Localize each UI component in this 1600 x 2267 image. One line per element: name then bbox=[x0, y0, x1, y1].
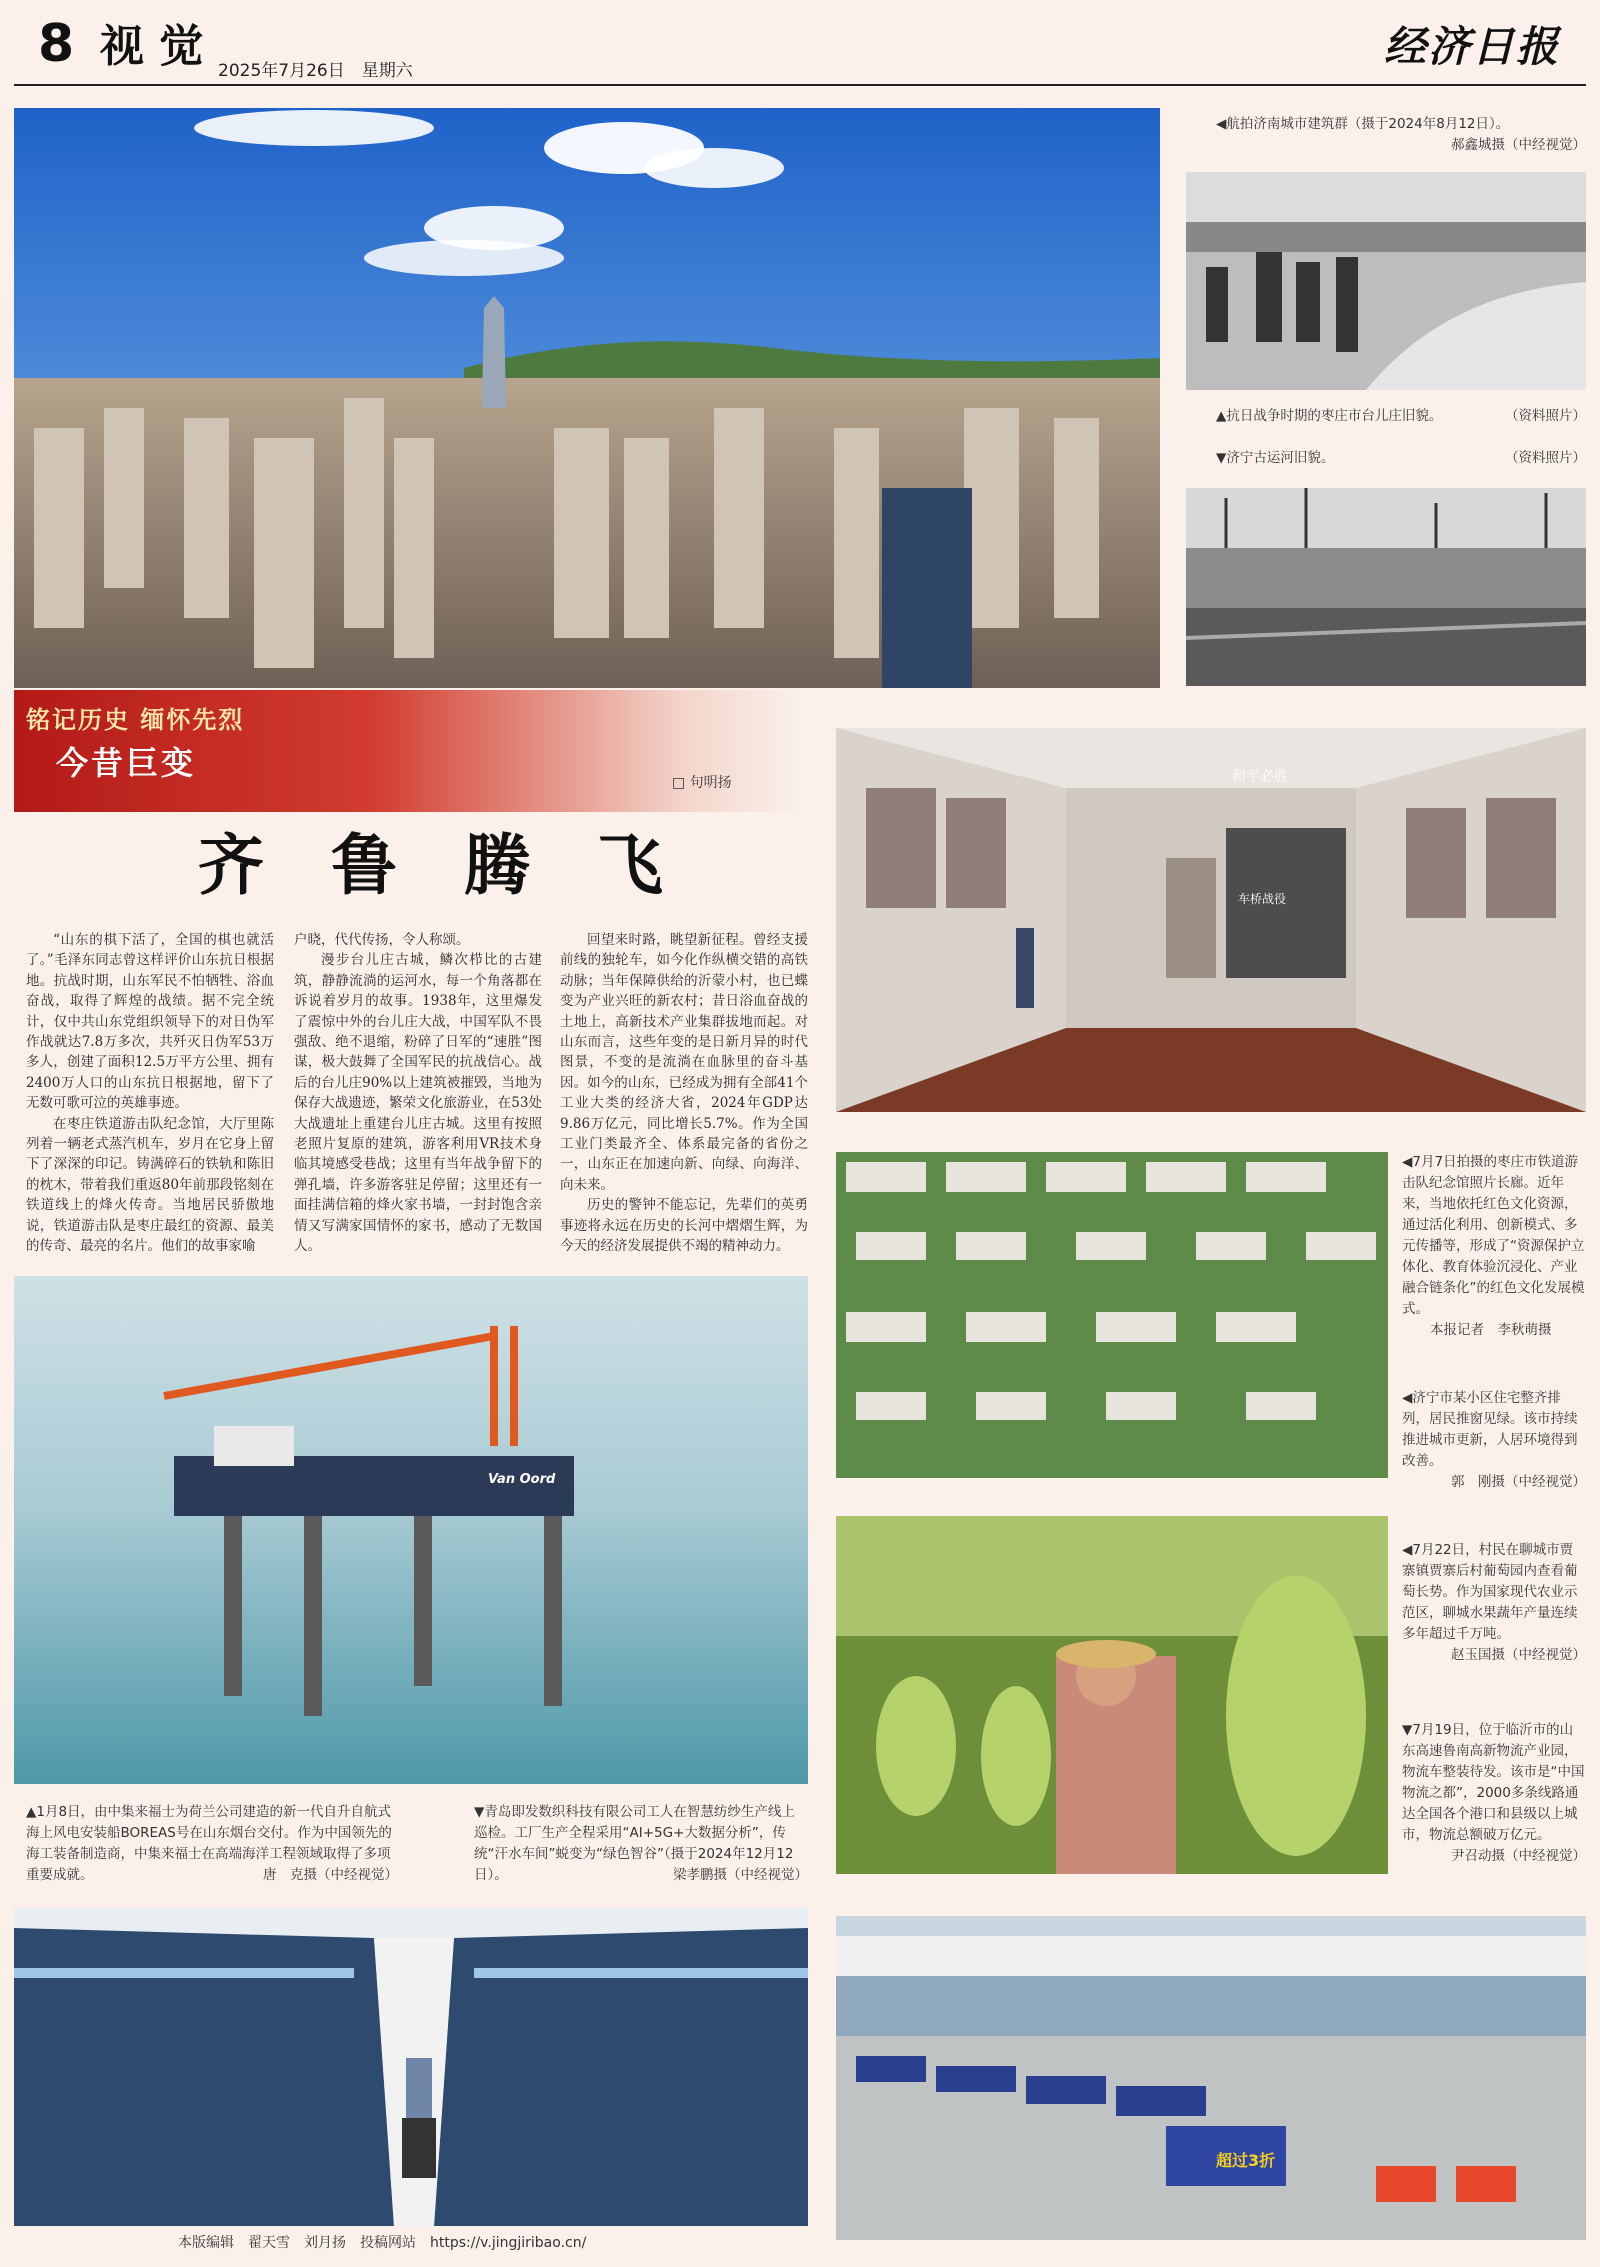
footer-credits: 本版编辑 翟天雪 刘月扬 投稿网站 https://v.jingjiribao.cn/ bbox=[178, 2235, 587, 2251]
article-paragraph: 回望来时路，眺望新征程。曾经支援前线的独轮车，如今化作纵横交错的高铁动脉；当年保障供给的沂蒙小村，也已蝶变为产业兴旺的新农村；昔日浴血奋战的土地上，高新技术产业集群拔地而起。对山东而言，这些年变的是日新月异的时代图景，不变的是流淌在血脉里的奋斗基因。如今的山东，已经成为拥有全部41个工业大类的经济大省，2024年GDP达9.86万亿元，同比增长5.7%。作为全国工业门类最齐全、体系最完备的省份之一，山东正在加速向新、向绿、向海洋、向未来。 bbox=[560, 932, 808, 1193]
article-title: 齐 鲁 腾 飞 bbox=[198, 826, 685, 904]
caption-vessel-text: ▲1月8日，由中集来福士为荷兰公司建造的新一代自升自航式海上风电安装船BOREAS号在山东烟台交付。作为中国领先的海工装备制造商，中集来福士在高端海洋工程领域取得了多项重要成就。 bbox=[26, 1804, 392, 1883]
caption-canal-byline: （资料照片） bbox=[1505, 450, 1586, 466]
caption-grapes-byline: 赵玉国摄（中经视觉） bbox=[1451, 1647, 1586, 1663]
caption-taierzhuang bbox=[1216, 406, 1586, 427]
caption-grapes bbox=[1402, 1540, 1586, 1666]
caption-jining-text: ◀济宁市某小区住宅整齐排列，居民推窗见绿。该市持续推进城市更新，人居环境得到改善。 bbox=[1402, 1390, 1578, 1469]
caption-vessel-byline: 唐 克摄（中经视觉） bbox=[263, 1867, 398, 1883]
caption-canal bbox=[1216, 448, 1586, 469]
article-paragraph: “山东的棋下活了，全国的棋也就活了。”毛泽东同志曾这样评价山东抗日根据地。抗战时期，山东军民不怕牺牲、浴血奋战，取得了辉煌的战绩。据不完全统计，仅中共山东党组织领导下的对日伪军作战就达7.8万多次，共歼灭日伪军53万多人，创建了面积12.5万平方公里、拥有2400万人口的山东抗日根据地，留下了无数可歌可泣的英雄事迹。 bbox=[26, 932, 274, 1112]
jinan-skyline-photo bbox=[14, 108, 1160, 688]
truck-text: 超过3折 bbox=[1216, 2151, 1276, 2170]
issue-date bbox=[218, 56, 413, 81]
caption-textile-text: ▼青岛即发数织科技有限公司工人在智慧纺纱生产线上巡检。工厂生产全程采用“AI+5G+大数据分析”，传统“汗水车间”蜕变为“绿色智谷”（摄于2024年12月12日）。 bbox=[474, 1804, 795, 1883]
caption-logistics-text: ▼7月19日，位于临沂市的山东高速鲁南高新物流产业园，物流车整装待发。该市是“中国物流之都”，2000多条线路通达全国各个港口和县级以上城市，物流总额破万亿元。 bbox=[1402, 1722, 1585, 1843]
banner-line2: 今昔巨变 bbox=[56, 744, 197, 782]
banner-line1: 铭记历史 缅怀先烈 bbox=[26, 705, 245, 734]
jining-residential-photo bbox=[836, 1152, 1388, 1478]
offshore-vessel-photo bbox=[14, 1276, 808, 1784]
ship-name: Van Oord bbox=[488, 1472, 556, 1487]
caption-memorial-text: ◀7月7日拍摄的枣庄市铁道游击队纪念馆照片长廊。近年来，当地依托红色文化资源，通过活化利用、创新模式、多元传播等，形成了“资源保护立体化、教育体验沉浸化、产业融合链条化”的红色文化发展模式。 bbox=[1402, 1154, 1585, 1317]
caption-textile bbox=[474, 1802, 808, 1886]
caption-memorial-byline: 本报记者 李秋萌摄 bbox=[1430, 1322, 1552, 1338]
memorial-sign: 和平必胜 bbox=[1232, 769, 1288, 785]
article-author: □ 句明扬 bbox=[672, 775, 732, 791]
article-paragraph: 历史的警钟不能忘记，先辈们的英勇事迹将永远在历史的长河中熠熠生辉，为今天的经济发展提供不竭的精神动力。 bbox=[560, 1197, 808, 1255]
article-column-1 bbox=[26, 930, 274, 1257]
caption-textile-byline: 梁孝鹏摄（中经视觉） bbox=[673, 1867, 808, 1883]
taierzhuang-old-photo bbox=[1186, 172, 1586, 390]
caption-taierzhuang-byline: （资料照片） bbox=[1505, 408, 1586, 424]
article-paragraph: 在枣庄铁道游击队纪念馆，大厅里陈列着一辆老式蒸汽机车，岁月在它身上留下了深深的印记。铸满碎石的铁轨和陈旧的枕木，带着我们重返80年前那段铭刻在铁道线上的烽火传奇。当地居民骄傲地说，铁道游击队是枣庄最红的资源、最美的传奇、最亮的名片。他们的故事家喻 bbox=[26, 1115, 274, 1255]
caption-jinan-byline: 郝鑫城摄（中经视觉） bbox=[1451, 137, 1586, 153]
grape-harvest-photo bbox=[836, 1516, 1388, 1874]
page-number: 8 bbox=[38, 14, 75, 74]
article-paragraph: 漫步台儿庄古城，鳞次栉比的古建筑，静静流淌的运河水，每一个角落都在诉说着岁月的故事。1938年，这里爆发了震惊中外的台儿庄大战，中国军队不畏强敌、绝不退缩，粉碎了日军的“速胜”图谋，极大鼓舞了全国军民的抗战信心。战后的台儿庄90%以上建筑被摧毁，当地为保存大战遗迹，繁荣文化旅游业，在53处大战遗址上重建台儿庄古城。这里有按照老照片复原的建筑，游客利用VR技术身临其境感受巷战；这里有当年战争留下的弹孔墙，许多游客驻足停留；这里还有一面挂满信箱的烽火家书墙，一封封饱含亲情又写满家国情怀的家书，感动了无数国人。 bbox=[294, 952, 542, 1255]
caption-jinan-text: ◀航拍济南城市建筑群（摄于2024年8月12日）。 bbox=[1216, 116, 1510, 132]
textile-factory-photo bbox=[14, 1908, 808, 2226]
caption-jining bbox=[1402, 1388, 1586, 1493]
masthead-logo: 经济日报 bbox=[1383, 22, 1560, 71]
date-text: 2025年7月26日 bbox=[218, 61, 345, 81]
article-column-2 bbox=[294, 930, 542, 1257]
logistics-park-photo bbox=[836, 1916, 1586, 2240]
memorial-panel: 车桥战役 bbox=[1238, 892, 1287, 906]
caption-vessel bbox=[26, 1802, 398, 1886]
memorial-hall-photo bbox=[836, 728, 1586, 1112]
article-paragraph: 户晓，代代传扬，令人称颂。 bbox=[294, 932, 470, 948]
caption-logistics bbox=[1402, 1720, 1586, 1867]
canal-old-photo bbox=[1186, 488, 1586, 686]
caption-jining-byline: 郭 刚摄（中经视觉） bbox=[1451, 1474, 1586, 1490]
caption-jinan bbox=[1216, 114, 1586, 156]
weekday-text: 星期六 bbox=[361, 61, 413, 81]
header-rule bbox=[14, 84, 1586, 86]
caption-taierzhuang-text: ▲抗日战争时期的枣庄市台儿庄旧貌。 bbox=[1216, 408, 1443, 424]
caption-logistics-byline: 尹召动摄（中经视觉） bbox=[1451, 1848, 1586, 1864]
caption-memorial bbox=[1402, 1152, 1586, 1341]
article-column-3 bbox=[560, 930, 808, 1257]
caption-canal-text: ▼济宁古运河旧貌。 bbox=[1216, 450, 1335, 466]
section-title: 视 觉 bbox=[100, 21, 204, 72]
caption-grapes-text: ◀7月22日，村民在聊城市贾寨镇贾寨后村葡萄园内查看葡萄长势。作为国家现代农业示范区，聊城水果蔬年产量连续多年超过千万吨。 bbox=[1402, 1542, 1578, 1642]
